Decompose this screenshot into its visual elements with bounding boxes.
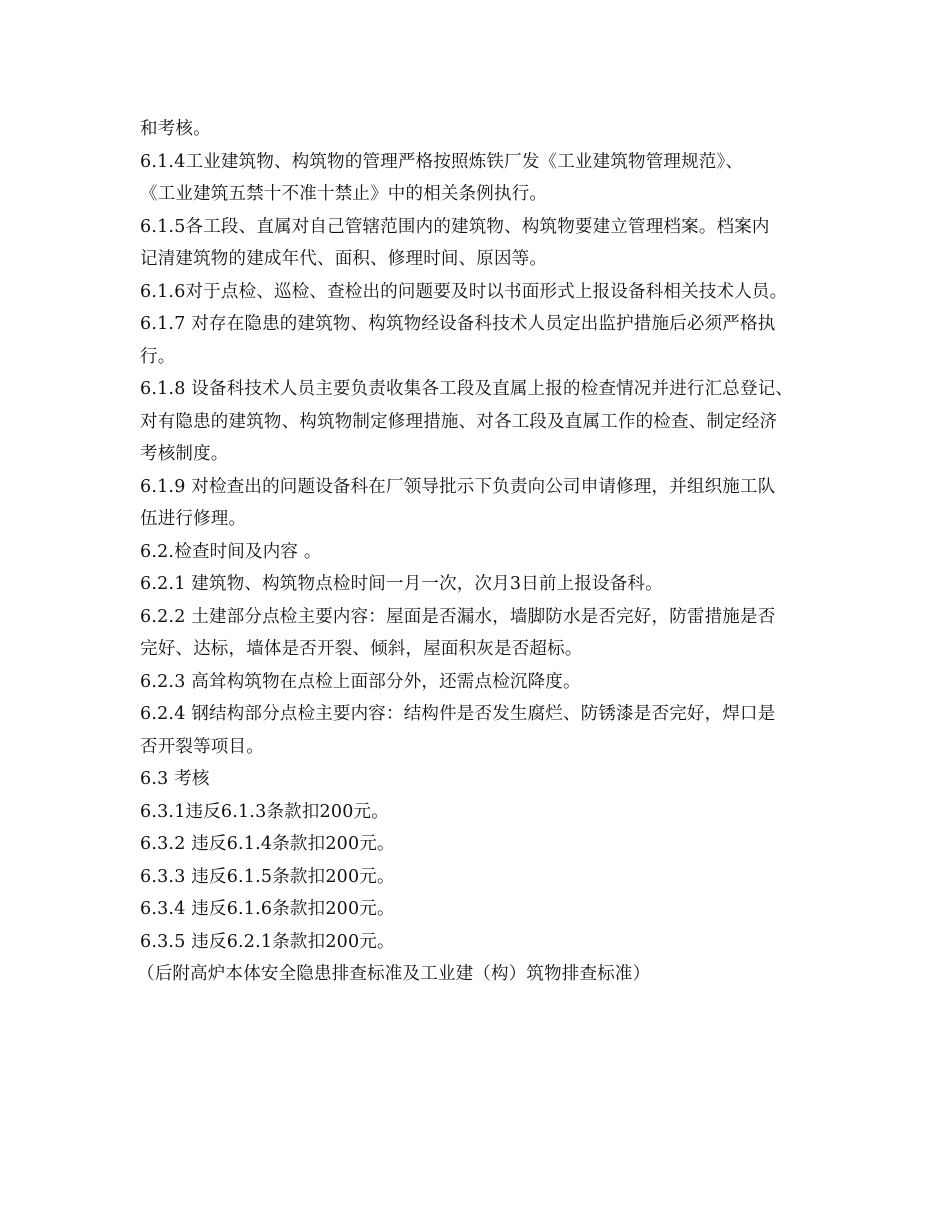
- text-line: 6.1.4工业建筑物、构筑物的管理严格按照炼铁厂发《工业建筑物管理规范》、: [140, 151, 744, 172]
- appendix-note: （后附高炉本体安全隐患排查标准及工业建（构）筑物排查标准）: [137, 964, 651, 984]
- text-line: 记清建筑物的建成年代、面积、修理时间、原因等。: [140, 249, 548, 269]
- text-line: 6.1.8 设备科技术人员主要负责收集各工段及直属上报的检查情况并进行汇总登记、: [140, 379, 794, 399]
- text-line: 6.2.3 高耸构筑物在点检上面部分外，还需点检沉降度。: [140, 671, 581, 692]
- text-line: 6.3.4 违反6.1.6条款扣200元。: [140, 899, 395, 919]
- text-line: 行。: [140, 346, 176, 367]
- text-line: 6.2.检查时间及内容 。: [140, 541, 322, 562]
- text-line: 否开裂等项目。: [140, 736, 264, 757]
- text-line: 和考核。: [140, 119, 211, 139]
- text-line: 完好、达标，墙体是否开裂、倾斜，屋面积灰是否超标。: [140, 639, 583, 659]
- text-line: 伍进行修理。: [140, 509, 247, 529]
- text-line: 6.1.5各工段、直属对自己管辖范围内的建筑物、构筑物要建立管理档案。档案内: [140, 216, 770, 237]
- text-line: 6.3.2 违反6.1.4条款扣200元。: [140, 834, 395, 854]
- text-line: 6.1.6对于点检、巡检、查检出的问题要及时以书面形式上报设备科相关技术人员。: [140, 281, 788, 302]
- text-line: 6.1.7 对存在隐患的建筑物、构筑物经设备科技术人员定出监护措施后必须严格执: [140, 314, 776, 334]
- text-line: 6.2.2 土建部分点检主要内容：屋面是否漏水，墙脚防水是否完好，防雷措施是否: [140, 606, 776, 627]
- text-line: 6.1.9 对检查出的问题设备科在厂领导批示下负责向公司申请修理，并组织施工队: [140, 476, 776, 497]
- text-line: 6.3.5 违反6.2.1条款扣200元。: [140, 931, 395, 952]
- text-line: 考核制度。: [140, 444, 229, 464]
- text-line: 6.2.1 建筑物、构筑物点检时间一月一次，次月3日前上报设备科。: [140, 574, 663, 594]
- text-line: 对有隐患的建筑物、构筑物制定修理措施、对各工段及直属工作的检查、制定经济: [140, 411, 778, 432]
- text-line: 《工业建筑五禁十不准十禁止》中的相关条例执行。: [140, 184, 548, 204]
- text-line: 6.2.4 钢结构部分点检主要内容：结构件是否发生腐烂、防锈漆是否完好，焊口是: [140, 704, 776, 724]
- text-line: 6.3.1违反6.1.3条款扣200元。: [140, 801, 389, 822]
- document-body: [137, 113, 830, 991]
- text-line: 6.3.3 违反6.1.5条款扣200元。: [140, 866, 395, 887]
- section-heading: 6.3 考核: [140, 769, 210, 789]
